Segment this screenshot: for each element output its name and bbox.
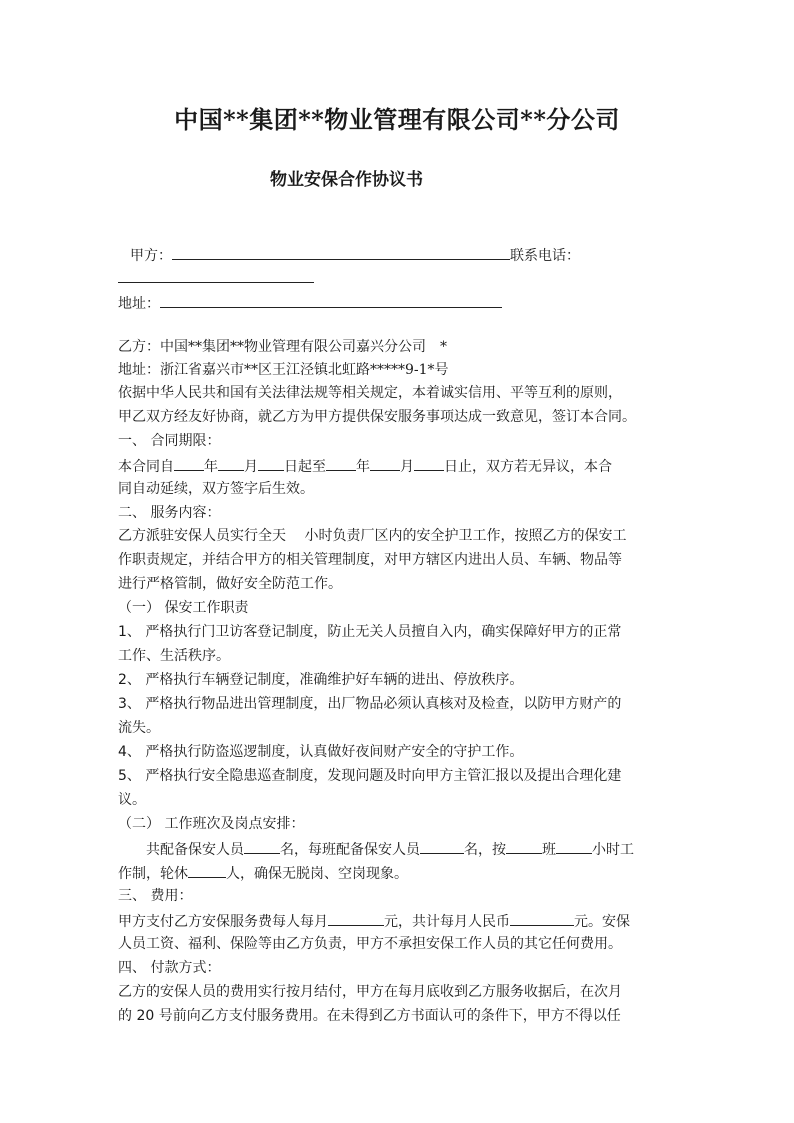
fee-text-1: 甲方支付乙方安保服务费每人每月	[118, 914, 328, 930]
monthly-fee-per-person-blank[interactable]	[328, 911, 384, 926]
section3-heading: 三、 费用：	[118, 888, 193, 904]
duty-text: 严格执行防盗巡逻制度，认真做好夜间财产安全的守护工作。	[140, 744, 524, 760]
duty-item-5-cont: 议。	[118, 792, 146, 808]
end-year-blank[interactable]	[326, 456, 356, 471]
fee-line-2: 人员工资、福利、保险等由乙方负责，甲方不承担安保工作人员的其它任何费用。	[118, 936, 622, 952]
party-a-address-line	[118, 293, 502, 313]
total-guards-blank[interactable]	[244, 839, 280, 854]
service-para-line-3: 进行严格管制，做好安全防范工作。	[118, 576, 342, 592]
term-text-6: 月	[400, 459, 414, 475]
shift-line-1	[146, 839, 634, 859]
duty-text: 严格执行门卫访客登记制度，防止无关人员擅自入内，确实保障好甲方的正常	[140, 624, 622, 640]
duty-item-1-cont: 工作、生活秩序。	[118, 648, 230, 664]
duty-item-3	[118, 695, 621, 713]
term-text-7: 日止，双方若无异议，本合	[444, 459, 612, 475]
party-b-address-value: 浙江省嘉兴市**区王江泾镇北虹路*****9-1*号	[160, 362, 449, 378]
payment-text-pre: 的	[118, 1008, 137, 1024]
shift-text-7: 人，确保无脱岗、空岗现象。	[226, 866, 408, 882]
duty-text: 严格执行安全隐患巡查制度，发现问题及时向甲方主管汇报以及提出合理化建	[140, 768, 622, 784]
end-day-blank[interactable]	[414, 456, 444, 471]
shift-text-3: 名，按	[464, 842, 506, 858]
payment-text-post: 号前向乙方支付服务费用。在未得到乙方书面认可的条件下，甲方不得以任	[154, 1008, 621, 1024]
party-a-phone-blank[interactable]	[118, 268, 314, 283]
duty-number: 4、	[118, 744, 141, 760]
party-a-label: 甲方：	[130, 248, 172, 264]
rest-count-blank[interactable]	[188, 863, 226, 878]
duty-text: 严格执行车辆登记制度，准确维护好车辆的进出、停放秩序。	[140, 672, 524, 688]
shift-hours-blank[interactable]	[556, 839, 592, 854]
section4-heading: 四、 付款方式：	[118, 960, 221, 976]
duty-item-4	[118, 743, 523, 761]
start-year-blank[interactable]	[174, 456, 204, 471]
section1-heading: 一、 合同期限：	[118, 433, 221, 449]
duty-number: 3、	[118, 696, 141, 712]
shift-text-4: 班	[542, 842, 556, 858]
term-text-2: 年	[204, 459, 218, 475]
term-text-4: 日起至	[284, 459, 326, 475]
service-para-line-2: 作职责规定，并结合甲方的相关管理制度，对甲方辖区内进出人员、车辆、物品等	[118, 552, 622, 568]
duty-item-2	[118, 671, 523, 689]
section2-heading: 二、 服务内容：	[118, 505, 221, 521]
term-text-1: 本合同自	[118, 459, 174, 475]
party-a-line	[130, 245, 580, 265]
shift-text-1: 共配备保安人员	[146, 842, 244, 858]
duty-number: 5、	[118, 768, 141, 784]
preamble-line-1: 依据中华人民共和国有关法律法规等相关规定，本着诚实信用、平等互利的原则，	[118, 385, 622, 401]
shift-count-blank[interactable]	[506, 839, 542, 854]
guards-per-shift-blank[interactable]	[420, 839, 464, 854]
party-b-address-line	[118, 361, 449, 379]
party-a-phone-line	[118, 268, 314, 288]
contract-term-line	[118, 456, 612, 476]
term-text-5: 年	[356, 459, 370, 475]
shift-text-2: 名，每班配备保安人员	[280, 842, 420, 858]
shift-text-5: 小时工	[592, 842, 634, 858]
start-day-blank[interactable]	[258, 456, 284, 471]
company-title: 中国**集团**物业管理有限公司**分公司	[174, 105, 620, 134]
fee-text-2: 元，共计每月人民币	[384, 914, 510, 930]
party-a-address-label: 地址：	[118, 296, 160, 312]
preamble-line-2: 甲乙双方经友好协商，就乙方为甲方提供保安服务事项达成一致意见，签订本合同。	[118, 409, 636, 425]
party-b-address-label: 地址：	[118, 362, 160, 378]
payment-line-2	[118, 1007, 621, 1025]
monthly-total-blank[interactable]	[510, 911, 574, 926]
payment-day-number: 20	[136, 1008, 155, 1024]
duty-item-3-cont: 流失。	[118, 720, 160, 736]
duty-item-5	[118, 767, 621, 785]
party-a-phone-label: 联系电话：	[510, 248, 580, 264]
duties-heading: （一） 保安工作职责	[118, 600, 249, 616]
start-month-blank[interactable]	[218, 456, 244, 471]
shift-line-2	[118, 863, 408, 883]
duty-text: 严格执行物品进出管理制度，出厂物品必须认真核对及检查，以防甲方财产的	[140, 696, 622, 712]
document-title: 物业安保合作协议书	[270, 170, 423, 190]
duty-item-1	[118, 623, 621, 641]
party-a-name-blank[interactable]	[172, 245, 510, 260]
end-month-blank[interactable]	[370, 456, 400, 471]
term-text-3: 月	[244, 459, 258, 475]
fee-text-3: 元。安保	[574, 914, 630, 930]
service-para-line-1: 乙方派驻安保人员实行全天 小时负责厂区内的安全护卫工作，按照乙方的保安工	[118, 528, 627, 544]
contract-term-line-2: 同自动延续，双方签字后生效。	[118, 481, 314, 497]
payment-line-1: 乙方的安保人员的费用实行按月结付，甲方在每月底收到乙方服务收据后，在次月	[118, 984, 622, 1000]
fee-line-1	[118, 911, 630, 931]
party-b-name: 乙方：中国**集团**物业管理有限公司嘉兴分公司 *	[118, 339, 447, 355]
duty-number: 2、	[118, 672, 141, 688]
duty-number: 1、	[118, 624, 141, 640]
party-a-address-blank[interactable]	[160, 293, 502, 308]
shift-text-6: 作制，轮休	[118, 866, 188, 882]
shift-heading: （二） 工作班次及岗点安排：	[118, 816, 305, 832]
